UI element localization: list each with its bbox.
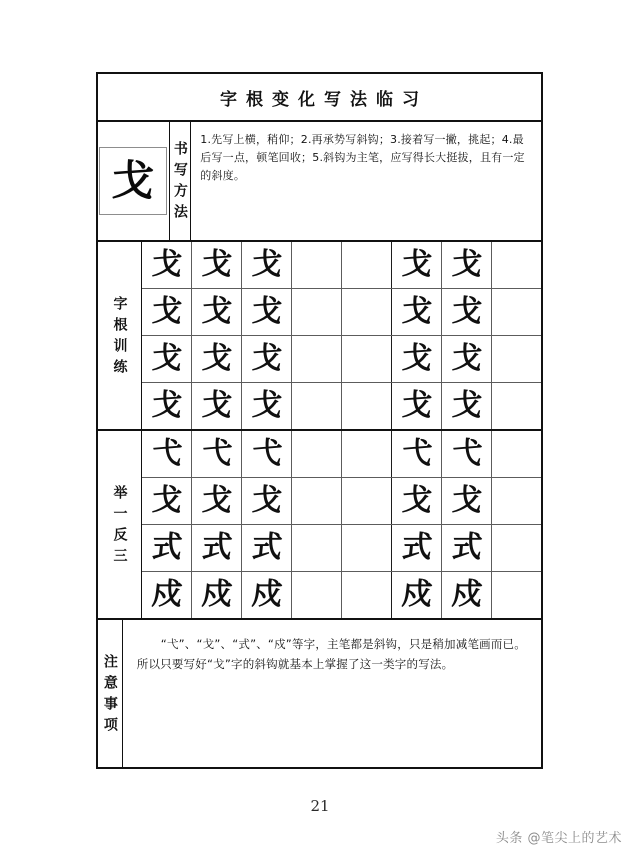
- practice-character: 戈: [449, 341, 484, 376]
- practice-character: 戈: [399, 483, 434, 518]
- model-character-cell: [98, 122, 170, 240]
- practice-cell[interactable]: [492, 478, 541, 524]
- page-number: 21: [310, 797, 330, 815]
- practice-cell[interactable]: [242, 383, 292, 429]
- practice-character: 戈: [199, 294, 234, 329]
- writing-method-row: [98, 122, 541, 242]
- practice-character: 戍: [449, 577, 484, 612]
- notes-label: 注意事项: [101, 653, 118, 738]
- practice-row: [142, 431, 541, 478]
- practice-cell[interactable]: [392, 289, 442, 335]
- writing-method-label: 书写方法: [171, 141, 188, 225]
- practice-character: 弋: [449, 436, 484, 471]
- practice-cell[interactable]: [192, 336, 242, 382]
- practice-character: 戈: [199, 341, 234, 376]
- practice-character: 式: [399, 530, 434, 565]
- root-training-grid: [142, 242, 541, 429]
- notes-section: [98, 620, 541, 767]
- practice-character: 戈: [399, 388, 434, 423]
- practice-cell[interactable]: [192, 431, 242, 477]
- practice-character: 戈: [399, 294, 434, 329]
- practice-character: 戈: [149, 247, 184, 282]
- root-training-label-cell: [98, 242, 142, 429]
- practice-cell[interactable]: [392, 525, 442, 571]
- practice-cell[interactable]: [192, 383, 242, 429]
- practice-character: 戈: [449, 294, 484, 329]
- practice-character: 弋: [199, 436, 234, 471]
- root-training-section: [98, 242, 541, 431]
- practice-cell[interactable]: [292, 383, 342, 429]
- practice-cell[interactable]: [192, 289, 242, 335]
- practice-cell[interactable]: [292, 478, 342, 524]
- practice-cell[interactable]: [342, 478, 392, 524]
- practice-row: [142, 525, 541, 572]
- practice-character: 戈: [249, 247, 284, 282]
- page-title: 字根变化写法临习: [220, 89, 428, 110]
- practice-cell[interactable]: [292, 431, 342, 477]
- practice-cell[interactable]: [392, 478, 442, 524]
- practice-row: [142, 242, 541, 289]
- notes-label-cell: [98, 620, 123, 767]
- practice-cell[interactable]: [142, 572, 192, 618]
- practice-cell[interactable]: [142, 336, 192, 382]
- practice-cell[interactable]: [342, 289, 392, 335]
- practice-cell[interactable]: [292, 336, 342, 382]
- practice-character: 戈: [249, 341, 284, 376]
- practice-character: 戈: [199, 483, 234, 518]
- practice-cell[interactable]: [142, 383, 192, 429]
- practice-cell[interactable]: [392, 572, 442, 618]
- practice-cell[interactable]: [392, 336, 442, 382]
- practice-cell[interactable]: [492, 431, 541, 477]
- practice-cell[interactable]: [492, 525, 541, 571]
- worksheet-table: [96, 72, 543, 769]
- writing-method-label-cell: [170, 122, 192, 240]
- practice-cell[interactable]: [392, 431, 442, 477]
- writing-method-text-cell: [191, 122, 541, 240]
- practice-cell[interactable]: [142, 431, 192, 477]
- notes-text: “弋”、“戈”、“式”、“戍”等字，主笔都是斜钩，只是稍加减笔画而已。所以只要写好“戈”字的斜钩就基本上掌握了这一类字的写法。: [136, 637, 526, 672]
- practice-cell[interactable]: [442, 572, 492, 618]
- practice-character: 戈: [249, 388, 284, 423]
- practice-cell[interactable]: [442, 525, 492, 571]
- worksheet-title-row: [98, 74, 541, 122]
- practice-character: 式: [449, 530, 484, 565]
- practice-cell[interactable]: [242, 289, 292, 335]
- practice-row: [142, 336, 541, 383]
- practice-character: 戈: [249, 294, 284, 329]
- practice-cell[interactable]: [192, 478, 242, 524]
- practice-character: 式: [199, 530, 234, 565]
- practice-cell[interactable]: [242, 336, 292, 382]
- practice-cell[interactable]: [142, 242, 192, 288]
- practice-character: 戈: [399, 341, 434, 376]
- practice-character: 戈: [249, 483, 284, 518]
- practice-cell[interactable]: [492, 336, 541, 382]
- practice-character: 戈: [399, 247, 434, 282]
- practice-character: 戍: [199, 577, 234, 612]
- practice-cell[interactable]: [192, 242, 242, 288]
- practice-character: 戈: [149, 388, 184, 423]
- practice-cell[interactable]: [492, 242, 541, 288]
- practice-cell[interactable]: [292, 525, 342, 571]
- practice-cell[interactable]: [342, 431, 392, 477]
- practice-character: 戈: [449, 483, 484, 518]
- practice-character: 戈: [149, 294, 184, 329]
- practice-character: 弋: [399, 436, 434, 471]
- practice-cell[interactable]: [192, 572, 242, 618]
- practice-cell[interactable]: [342, 336, 392, 382]
- practice-row: [142, 289, 541, 336]
- model-character: 戈: [110, 156, 157, 205]
- practice-cell[interactable]: [292, 572, 342, 618]
- model-character-box: [99, 147, 167, 215]
- practice-cell[interactable]: [242, 431, 292, 477]
- practice-character: 式: [149, 530, 184, 565]
- practice-character: 戈: [449, 388, 484, 423]
- practice-character: 戍: [249, 577, 284, 612]
- practice-cell[interactable]: [292, 242, 342, 288]
- practice-cell[interactable]: [342, 242, 392, 288]
- extension-practice-label: 举一反三: [111, 484, 128, 569]
- practice-cell[interactable]: [242, 525, 292, 571]
- practice-cell[interactable]: [142, 289, 192, 335]
- practice-character: 弋: [249, 436, 284, 471]
- practice-character: 式: [249, 530, 284, 565]
- practice-cell[interactable]: [442, 383, 492, 429]
- practice-character: 戈: [199, 247, 234, 282]
- practice-cell[interactable]: [492, 289, 541, 335]
- practice-cell[interactable]: [342, 525, 392, 571]
- practice-cell[interactable]: [442, 478, 492, 524]
- practice-cell[interactable]: [442, 289, 492, 335]
- practice-character: 戈: [149, 483, 184, 518]
- practice-cell[interactable]: [192, 525, 242, 571]
- practice-cell[interactable]: [442, 336, 492, 382]
- extension-practice-section: [98, 431, 541, 620]
- practice-cell[interactable]: [142, 525, 192, 571]
- extension-practice-grid: [142, 431, 541, 618]
- practice-cell[interactable]: [142, 478, 192, 524]
- practice-cell[interactable]: [242, 572, 292, 618]
- watermark: 头条 @笔尖上的艺术: [495, 831, 622, 846]
- practice-cell[interactable]: [342, 383, 392, 429]
- practice-row: [142, 572, 541, 618]
- practice-character: 戈: [449, 247, 484, 282]
- practice-cell[interactable]: [392, 383, 442, 429]
- practice-cell[interactable]: [442, 242, 492, 288]
- practice-row: [142, 478, 541, 525]
- practice-cell[interactable]: [492, 383, 541, 429]
- practice-cell[interactable]: [242, 478, 292, 524]
- practice-cell[interactable]: [342, 572, 392, 618]
- practice-cell[interactable]: [442, 431, 492, 477]
- practice-character: 戍: [149, 577, 184, 612]
- notes-body-cell: [123, 620, 541, 767]
- practice-cell[interactable]: [492, 572, 541, 618]
- practice-cell[interactable]: [392, 242, 442, 288]
- root-training-label: 字根训练: [111, 295, 128, 380]
- practice-character: 戈: [199, 388, 234, 423]
- writing-method-instructions: 1.先写上横，稍仰；2.再承势写斜钩；3.接着写一撇，挑起；4.最后写一点，顿笔回收；5.斜钩为主笔，应写得长大挺拔，且有一定的斜度。: [200, 133, 525, 182]
- practice-character: 戍: [399, 577, 434, 612]
- practice-character: 弋: [149, 436, 184, 471]
- extension-practice-label-cell: [98, 431, 142, 618]
- practice-row: [142, 383, 541, 429]
- practice-cell[interactable]: [242, 242, 292, 288]
- practice-cell[interactable]: [292, 289, 342, 335]
- practice-character: 戈: [149, 341, 184, 376]
